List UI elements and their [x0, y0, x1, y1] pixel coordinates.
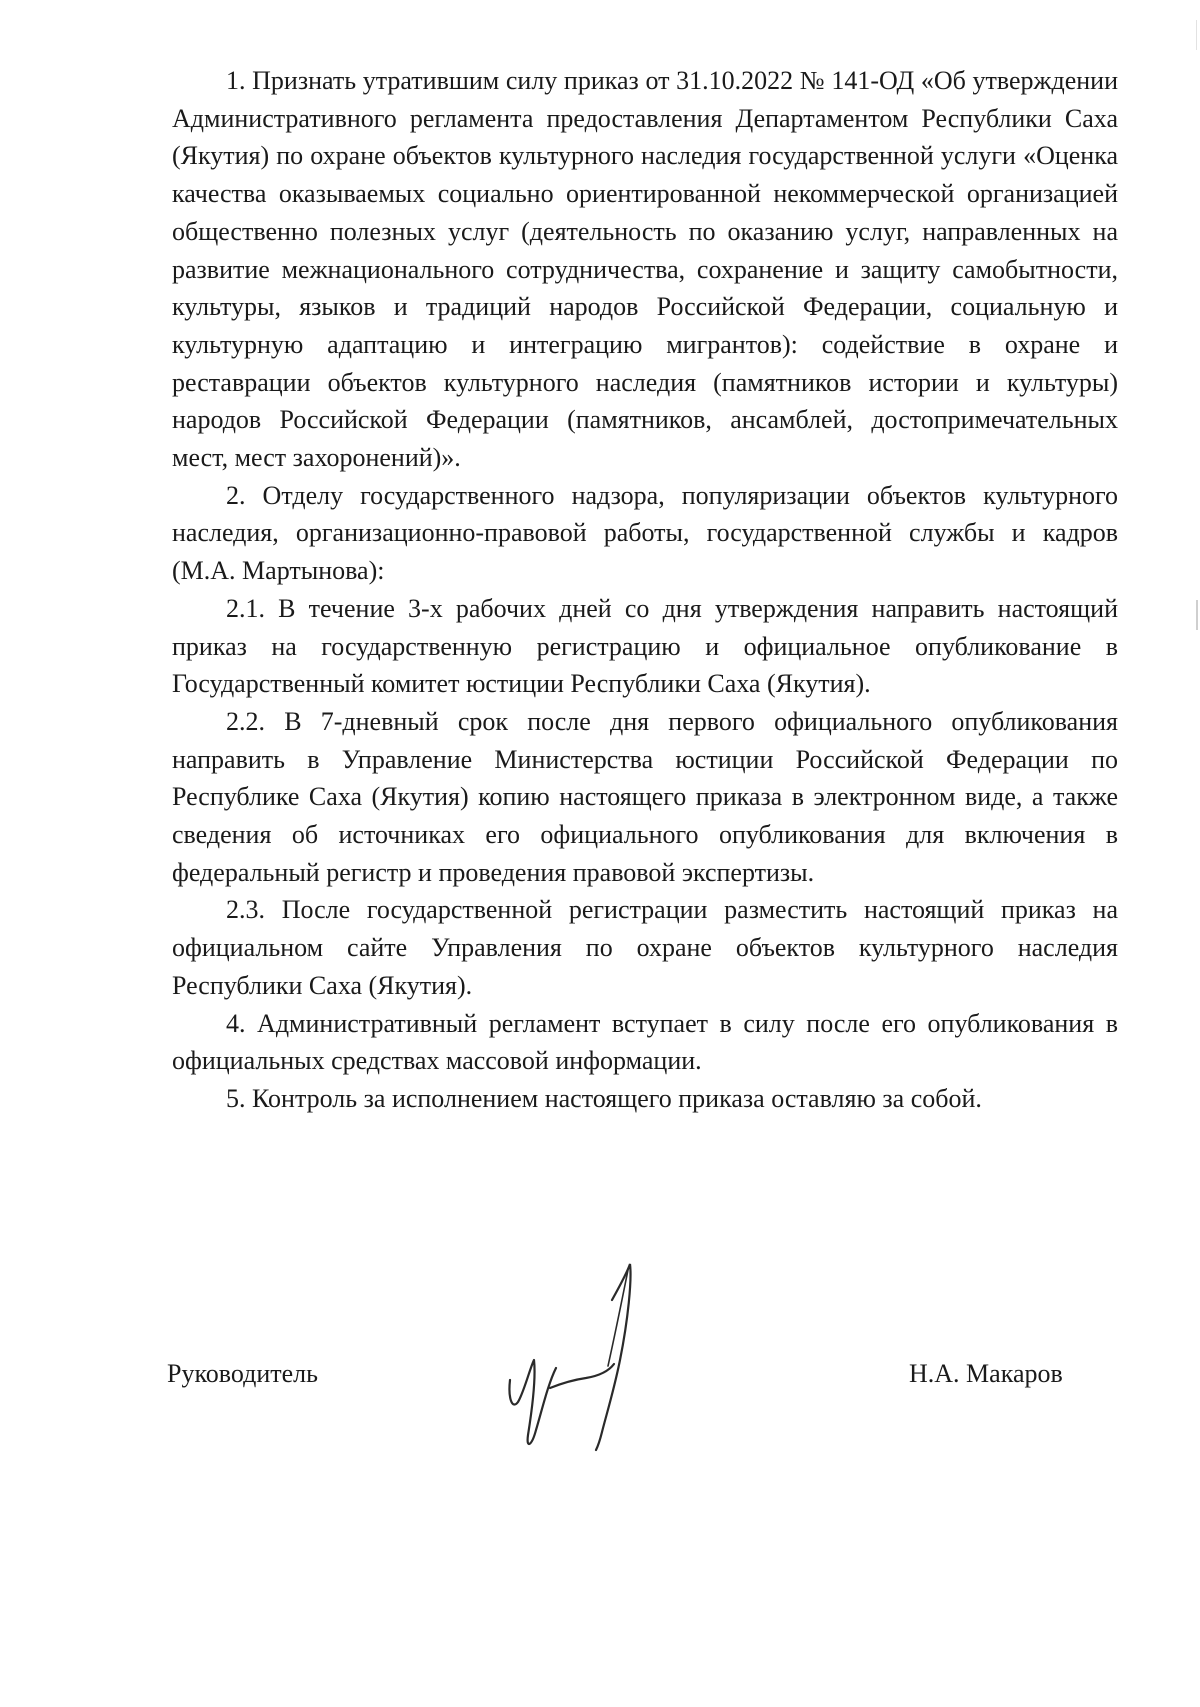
paragraph-1: 1. Признать утратившим силу приказ от 31.10.2022 № 141-ОД «Об утверждении Административного регламента предоставления Департаментом Республики Саха (Якутия) по охране объектов культурного наследия государственной услуги «Оценка качества оказываемых социально ориентированной некоммерческой организацией общественно полезных услуг (деятельность по оказанию услуг, направленных на развитие межнационального сотрудничества, сохранение и защиту самобытности, культуры, языков и традиций народов Российской Федерации, социальную и культурную адаптацию и интеграцию мигрантов): содействие в охране и реставрации объектов культурного наследия (памятников истории и культуры) народов Российской Федерации (памятников, ансамблей, достопримечательных мест, мест захоронений)». [172, 66, 1118, 473]
paragraph-2-3: 2.3. После государственной регистрации разместить настоящий приказ на официальном сайте Управления по охране объектов культурного наследия Республики Саха (Якутия). [172, 895, 1118, 1000]
handwritten-signature [490, 1260, 680, 1460]
paragraph-4: 4. Административный регламент вступает в силу после его опубликования в официальных средствах массовой информации. [172, 1008, 1118, 1076]
paragraph-5: 5. Контроль за исполнением настоящего приказа оставляю за собой. [226, 1083, 982, 1113]
scan-edge-mark [1196, 20, 1197, 50]
scan-edge-mark [1196, 600, 1198, 630]
signatory-role: Руководитель [167, 1359, 318, 1388]
document-body [172, 62, 1118, 1118]
signatory-name: Н.А. Макаров [909, 1359, 1063, 1388]
paragraph-2-1: 2.1. В течение 3-х рабочих дней со дня утверждения направить настоящий приказ на государственную регистрацию и официальное опубликование в Государственный комитет юстиции Республики Саха (Якутия). [172, 593, 1118, 699]
paragraph-2-2: 2.2. В 7-дневный срок после дня первого официального опубликования направить в Управление Министерства юстиции Российской Федерации по Республике Саха (Якутия) копию настоящего приказа в электронном виде, а также сведения об источниках его официального опубликования для включения в федеральный регистр и проведения правовой экспертизы. [172, 706, 1118, 887]
paragraph-2: 2. Отделу государственного надзора, популяризации объектов культурного наследия, организационно-правовой работы, государственной службы и кадров (М.А. Мартынова): [172, 480, 1118, 586]
